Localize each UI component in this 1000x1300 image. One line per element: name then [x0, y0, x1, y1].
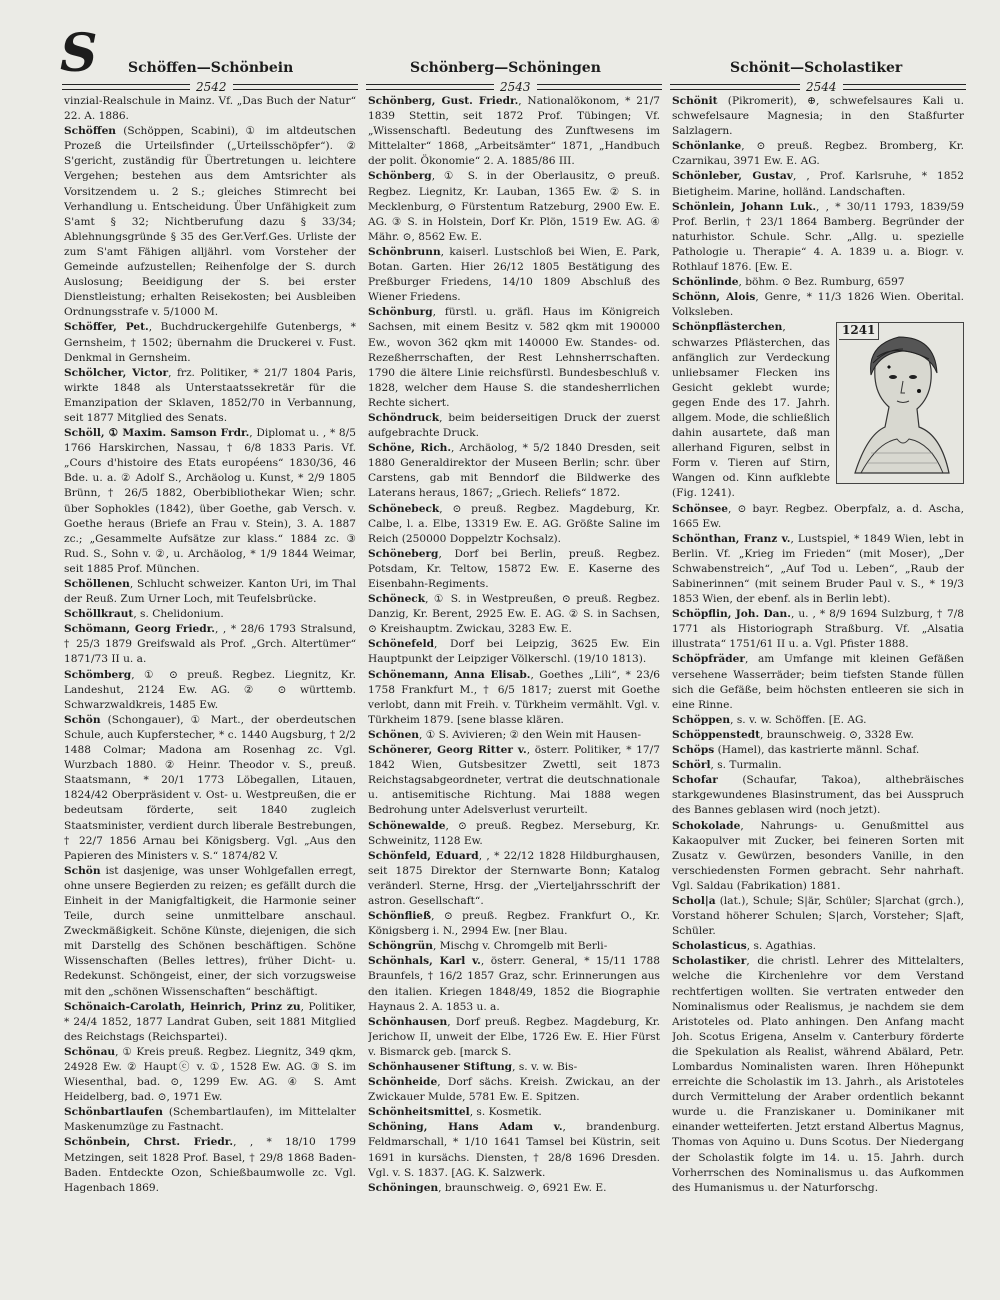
- entry-headword: Schöffen: [64, 125, 117, 138]
- entry-headword: Schöndruck: [368, 411, 440, 424]
- entry-text: , s. Turmalin.: [710, 759, 782, 772]
- entry-headword: Schöningen: [368, 1181, 439, 1194]
- page-number-left: 2542: [190, 80, 233, 94]
- entry-headword: Schönleber, Gustav: [672, 170, 793, 183]
- entry-headword: Schönbartlaufen: [64, 1106, 163, 1119]
- page-number-right: 2544: [800, 80, 843, 94]
- entry-text: , braunschweig. ⊙, 6921 Ew. E.: [438, 1181, 607, 1194]
- entry-text: , ⊙ preuß. Regbez. Magdeburg, Kr. Calbe, l. a. Elbe, 13319 Ew. E. AG. Größte Saline im Reich (250000 Doppelztr Kochsalz).: [368, 502, 660, 545]
- entry-text: , , Prof. Karlsruhe, * 1852 Bietigheim. Marine, holländ. Landschaften.: [672, 170, 964, 198]
- entry-headword: Schöppen: [672, 713, 731, 726]
- entry-headword: Schöppenstedt: [672, 728, 761, 741]
- entry-text: , die christl. Lehrer des Mittelalters, welche die Kirchenlehre vor dem Verstand rechtfertigen wollten. Sie vertraten entweder den Nominalismus oder Realismus, je nachdem sie dem Aristoteles od. Plato anhingen. Den Anfang macht Joh. Scotus Erigena, Anselm v. Canterbury förderte die Spekulation als Realist, während Abälard, Petr. Lombardus Nominalisten waren. Ihren Höhepunkt erreichte die Scholastik im 13. Jahrh., als Aristoteles durch Vermittelung der Araber ordentlich bekannt wurde u. die Franziskaner u. Dominikaner mit einander wetteiferten. Jetzt erstand Albertus Magnus, Thomas von Aquino u. Duns Scotus. Der Niedergang der Scholastik folgte im 14. u. 15. Jahrh. durch Vorherrschen des Nominalismus u. das Aufkommen des Humanismus u. der Naturforschg.: [672, 955, 964, 1194]
- dictionary-entry: [64, 577, 356, 607]
- dictionary-entry: [368, 1105, 660, 1120]
- entry-text: , braunschweig. ⊙, 3328 Ew.: [760, 728, 914, 741]
- entry-headword: Schönheitsmittel: [368, 1106, 470, 1119]
- dictionary-entry: [64, 1105, 356, 1135]
- entry-headword: Schömberg: [64, 668, 132, 681]
- entry-text: (Hamel), das kastrierte männl. Schaf.: [714, 744, 920, 757]
- entry-text: (Schöppen, Scabini), ① im altdeutschen Prozeß die Urteilsfinder („Urteilsschöpfer“). ② S'gericht, zuständig für Übertretungen u. leichtere Vergehen; bestehen aus dem Amtsrichter als Vorsitzendem u. 2 S.; gleiches Stimrecht bei Verhandlung u. Entscheidung. Über Unfähigkeit zum S'amt § 32; Nichtberufung dazu § 33/34; Ablehnungsgründe § 35 des Ger.Verf.Ges. Urliste der zum S'amt Fähigen alljährl. vom Vorsteher der Gemeinde aufzustellen; Reihenfolge der S. durch Auslosung; Beeidigung der S. bei erster Dienstleistung; erhalten Reisekosten; bei Ausbleiben Ordnungsstrafe v. 5/1000 M.: [64, 125, 356, 319]
- entry-text: , Mischg v. Chromgelb mit Berli-: [432, 940, 608, 953]
- dictionary-entry: [368, 1015, 660, 1060]
- dictionary-entry: [672, 819, 964, 894]
- entry-text: , Nahrungs- u. Genußmittel aus Kakaopulver mit Zucker, bei feineren Sorten mit Zusatz v. Gewürzen, besonders Vanille, in den verschiedensten Formen gebracht. Sehr nahrhaft. Vgl. Saldau (Fabrikation) 1881.: [672, 819, 964, 892]
- entry-headword: Schörl: [672, 759, 711, 772]
- entry-headword: Scholasticus: [672, 940, 747, 953]
- entry-text: vinzial-Realschule in Mainz. Vf. „Das Buch der Natur“ 22. A. 1886.: [64, 95, 356, 123]
- entry-headword: Schömann, Georg Friedr.: [64, 623, 215, 636]
- entry-headword: Schönhals, Karl v.: [368, 955, 481, 968]
- entry-text: , am Umfange mit kleinen Gefäßen versehene Wasserräder; beim tiefsten Stande füllen sich die Gefäße, beim höchsten entleeren sie sich in eine Rinne.: [672, 653, 964, 711]
- dictionary-entry: [368, 954, 660, 1014]
- entry-text: , s. v. w. Bis-: [512, 1061, 578, 1073]
- dictionary-entry: [368, 169, 660, 244]
- entry-text: (Schongauer), ① Mart., der oberdeutschen Schule, auch Kupferstecher, * c. 1440 Augsburg, † 2/2 1488 Colmar; Madona am Rosenhag zc. Vgl. Wurzbach 1880. ② Heinr. Theodor v. S., preuß. Staatsmann, * 20/1 1773 Löbegallen, Litauen, 1824/42 Oberpräsident v. Ost- u. Westpreußen, die er bedeutsam förderte, seit 1840 zugleich Staatsminister, verdient durch liberale Bestrebungen, † 22/7 1856 Arnau bei Königsberg. Vgl. „Aus den Papieren des Ministers v. S.“ 1874/82 V.: [64, 713, 356, 862]
- entry-headword: Schöllenen: [64, 578, 130, 590]
- entry-headword: Schönlein, Johann Luk.: [672, 200, 817, 213]
- entry-text: , ⊙ preuß. Regbez. Merseburg, Kr. Schweinitz, 1128 Ew.: [368, 819, 660, 847]
- entry-headword: Schol|a: [672, 894, 716, 907]
- entry-headword: Schöne, Rich.: [368, 442, 452, 455]
- dictionary-entry: [368, 728, 660, 743]
- dictionary-entry: [64, 622, 356, 667]
- entry-text: , Lustspiel, * 1849 Wien, lebt in Berlin. Vf. „Krieg im Frieden“ (mit Moser), „Der Schwabenstreich“, „Auf Tod u. Leben“, „Raub der Sabinerinnen“ (mit seinem Bruder Paul v. S., * 19/3 1853 Wien, der ebenf. als in Berlin lebt).: [672, 532, 964, 606]
- text-column-right: [672, 94, 964, 1274]
- dictionary-entry: [368, 1060, 660, 1075]
- dictionary-entry: [64, 1135, 356, 1195]
- entry-headword: Schönefeld: [368, 638, 435, 651]
- dictionary-entry: [672, 652, 964, 712]
- text-column-left: [64, 94, 356, 1274]
- entry-headword: Schöning, Hans Adam v.: [368, 1121, 563, 1134]
- entry-text: , Dorf bei Berlin, preuß. Regbez. Potsdam, Kr. Teltow, 15872 Ew. E. Kaserne des Eisenbahn-Regiments.: [368, 547, 660, 590]
- entry-text: , beim beiderseitigen Druck der zuerst aufgebrachte Druck.: [368, 411, 660, 440]
- entry-text: , Politiker, * 24/4 1852, 1877 Landrat Guben, seit 1881 Mitglied des Reichstags (Reichspartei).: [64, 1000, 356, 1043]
- entry-headword: Schönbrunn: [368, 245, 441, 258]
- entry-text: , , * 18/10 1799 Metzingen, seit 1828 Prof. Basel, † 29/8 1868 Baden-Baden. Entdeckte Ozon, Schießbaumwolle zc. Vgl. Hagenbach 1869.: [64, 1136, 356, 1194]
- entry-headword: Schönewalde: [368, 819, 446, 832]
- dictionary-entry: [64, 426, 356, 577]
- entry-text: , ① S. in der Oberlausitz, ⊙ preuß. Regbez. Liegnitz, Kr. Lauban, 1365 Ew. ② S. in Mecklenburg, ⊙ Fürstentum Ratzeburg, 2900 Ew. E. AG. ③ S. in Holstein, Dorf Kr. Plön, 1519 Ew. AG. ④ Mähr. ⊙, 8562 Ew. E.: [368, 170, 660, 243]
- entry-text: , brandenburg. Feldmarschall, * 1/10 1641 Tamsel bei Küstrin, seit 1691 in kursächs. Diensten, † 28/8 1696 Dresden. Vgl. v. S. 1837. [AG. K. Salzwerk.: [368, 1121, 660, 1179]
- entry-text: (lat.), Schule; S|är, Schüler; S|archat (grch.), Vorstand höherer Schulen; S|arch, Vorsteher; S|aft, Schüler.: [672, 894, 964, 938]
- dictionary-entry: [64, 1000, 356, 1045]
- entry-headword: Schöffer, Pet.: [64, 321, 149, 334]
- entry-headword: Scholastiker: [672, 955, 747, 968]
- entry-text: , s. Agathias.: [746, 940, 817, 953]
- entry-text: ist dasjenige, was unser Wohlgefallen erregt, ohne unsere Begierden zu reizen; es gefällt durch die Einheit in der Manigfaltigkeit, die Harmonie seiner Teile, durch seine unmittelbare anschaul. Zweckmäßigkeit. Schöne Künste, diejenigen, die sich mit Darstellg des Schönen beschäftigen. Schöne Wissenschaften (Belles lettres), früher Dicht- u. Redekunst. Schöngeist, einer, der sich vorzugsweise mit den „schönen Wissenschaften“ beschäftigt.: [64, 864, 356, 998]
- entry-headword: Schöneck: [368, 593, 426, 606]
- entry-headword: Schönbein, Chrst. Friedr.: [64, 1136, 234, 1149]
- entry-headword: Schönen: [368, 728, 420, 741]
- dictionary-entry: [672, 728, 964, 743]
- dictionary-entry: [368, 1075, 660, 1105]
- dictionary-entry: [672, 169, 964, 199]
- portrait-figure: [836, 322, 964, 484]
- entry-headword: Schönhausen: [368, 1015, 448, 1028]
- entry-headword: Schönn, Alois: [672, 291, 756, 304]
- entry-headword: Schönburg: [368, 306, 433, 319]
- entry-headword: Schönerer, Georg Ritter v.: [368, 744, 527, 757]
- dictionary-entry: [368, 743, 660, 818]
- dictionary-entry: [368, 939, 660, 954]
- dictionary-entry: [64, 607, 356, 622]
- dictionary-entry: [672, 773, 964, 818]
- dictionary-entry: [368, 668, 660, 728]
- entry-headword: Schönberg: [368, 170, 432, 183]
- entry-headword: Schönberg, Gust. Friedr.: [368, 95, 519, 107]
- entry-headword: Schön: [64, 864, 101, 877]
- dictionary-entry: [368, 94, 660, 169]
- dictionary-entry: [368, 245, 660, 305]
- dictionary-entry: [368, 547, 660, 592]
- entry-text: , ① S. Avivieren; ② den Wein mit Hausen-: [419, 728, 642, 741]
- entry-headword: Schöllkraut: [64, 608, 134, 621]
- entry-text: , kaiserl. Lustschloß bei Wien, E. Park, Botan. Garten. Hier 26/12 1805 Bestätigung des Preßburger Friedens, 14/10 1809 Abschluß des Wiener Friedens.: [368, 245, 660, 304]
- guide-word-right: Schönit—Scholastiker: [730, 60, 903, 76]
- guide-word-left: Schöffen—Schönbein: [128, 60, 294, 76]
- dictionary-entry: [672, 532, 964, 607]
- entry-text: , ⊙ bayr. Regbez. Oberpfalz, a. d. Ascha, 1665 Ew.: [672, 502, 964, 530]
- entry-text: , ⊙ preuß. Regbez. Frankfurt O., Kr. Königsberg i. N., 2994 Ew. [ner Blau.: [368, 910, 660, 938]
- guide-word-center: Schönberg—Schöningen: [410, 60, 601, 76]
- entry-headword: Schönfließ: [368, 910, 432, 923]
- dictionary-entry: [368, 502, 660, 547]
- entry-text: (Pikromerit), ⊕, schwefelsaures Kali u. schwefelsaure Magnesia; in den Staßfurter Salzlagern.: [672, 95, 964, 138]
- dictionary-entry: [368, 1120, 660, 1180]
- entry-text: , ① S. in Westpreußen, ⊙ preuß. Regbez. Danzig, Kr. Berent, 2925 Ew. E. AG. ② S. in Sachsen, ⊙ Kreishauptm. Zwickau, 3283 Ew. E.: [368, 593, 660, 636]
- entry-text: , , * 22/12 1828 Hildburghausen, seit 1875 Direktor der Sternwarte Bonn; Katalog veränderl. Sterne, Hrsg. der „Vierteljahrsschrift der astron. Gesellschaft“.: [368, 849, 660, 907]
- entry-headword: Schönlanke: [672, 140, 742, 153]
- entry-headword: Schönsee: [672, 502, 729, 515]
- dictionary-entry: [672, 320, 964, 501]
- entry-headword: Schöll, ① Maxim. Samson Frdr.: [64, 427, 250, 440]
- dictionary-entry: [672, 139, 964, 169]
- entry-headword: Schöpfräder: [672, 653, 746, 666]
- dictionary-entry: [64, 1045, 356, 1105]
- dictionary-entry: [672, 894, 964, 939]
- dictionary-entry: [368, 305, 660, 411]
- dictionary-entry: [672, 200, 964, 275]
- entry-text: , s. v. w. Schöffen. [E. AG.: [730, 713, 867, 726]
- entry-headword: Schofar: [672, 774, 718, 787]
- entry-text: (Schaufar, Takoa), althebräisches starkgewundenes Blasinstrument, das bei Ausspruch des Bannes geblasen wird (noch jetzt).: [672, 774, 964, 817]
- dictionary-entry: [368, 1181, 660, 1196]
- entry-headword: Schön: [64, 713, 101, 726]
- entry-text: , u. , * 8/9 1694 Sulzburg, † 7/8 1771 als Historiograph Straßburg. Vf. „Alsatia illustrata“ 1751/61 II u. a. Vgl. Pfister 1888.: [672, 608, 964, 651]
- dictionary-entry: [368, 849, 660, 909]
- dictionary-entry: [64, 668, 356, 713]
- entry-text: , s. Chelidonium.: [133, 608, 224, 621]
- dictionary-entry: [672, 713, 964, 728]
- dictionary-entry: [64, 864, 356, 1000]
- dictionary-entry: [64, 124, 356, 320]
- entry-text: , Goethes „Lili“, * 23/6 1758 Frankfurt M., † 6/5 1817; zuerst mit Goethe verlobt, dann mit Freih. v. Türkheim vermählt. Vgl. v. Türkheim 1879. [sene blasse klären.: [368, 668, 660, 726]
- entry-text: , Dorf sächs. Kreish. Zwickau, an der Zwickauer Mulde, 5781 Ew. E. Spitzen.: [368, 1076, 660, 1104]
- entry-text: , Dorf preuß. Regbez. Magdeburg, Kr. Jerichow II, unweit der Elbe, 1726 Ew. E. Hier Fürst v. Bismarck geb. [marck S.: [368, 1015, 660, 1058]
- entry-headword: Schönebeck: [368, 502, 440, 515]
- entry-text: , Genre, * 11/3 1826 Wien. Oberital. Volksleben.: [672, 291, 964, 319]
- entry-headword: Schönit: [672, 95, 718, 107]
- entry-text: , Dorf bei Leipzig, 3625 Ew. Ein Hauptpunkt der Leipziger Völkerschl. (19/10 1813).: [368, 638, 660, 666]
- entry-text: , ⊙ preuß. Regbez. Bromberg, Kr. Czarnikau, 3971 Ew. E. AG.: [672, 140, 964, 168]
- entry-text: , fürstl. u. gräfl. Haus im Königreich Sachsen, mit einem Besitz v. 582 qkm mit 190000 Ew., wovon 362 qkm mit 140000 Ew. Standes- od. Rezeßherrschaften, der Rest Lehnsherrschaften. 1790 die ältere Linie reichsfürstl. Bundesbeschluß v. 1828, welcher dem Hause S. die standesherrlichen Rechte sichert.: [368, 306, 660, 409]
- portrait-illustration: [837, 323, 963, 483]
- entry-text: , Schlucht schweizer. Kanton Uri, im Thal der Reuß. Zum Urner Loch, mit Teufelsbrücke.: [64, 578, 356, 606]
- page-number-center: 2543: [494, 80, 537, 94]
- entry-text: (Schembartlaufen), im Mittelalter Maskenumzüge zu Fastnacht.: [64, 1106, 356, 1134]
- entry-text: , österr. General, * 15/11 1788 Braunfels, † 16/2 1857 Graz, schr. Erinnerungen aus den italien. Kriegen 1848/49, 1852 die Biographie Haynaus 2. A. 1853 u. a.: [368, 955, 660, 1013]
- figure-number: 1241: [839, 323, 879, 339]
- dictionary-entry: [368, 909, 660, 939]
- entry-headword: Schönfeld, Eduard: [368, 849, 479, 862]
- dictionary-entry: [64, 94, 356, 124]
- entry-text: , , * 28/6 1793 Stralsund, † 25/3 1879 Greifswald als Prof. „Grch. Altertümer“ 1871/73 II u. a.: [64, 623, 356, 666]
- entry-headword: Schönemann, Anna Elisab.: [368, 668, 531, 681]
- dictionary-entry: [672, 290, 964, 320]
- dictionary-entry: [672, 939, 964, 954]
- entry-headword: Schönau: [64, 1045, 116, 1058]
- entry-headword: Schölcher, Victor: [64, 366, 169, 379]
- dictionary-entry: [368, 637, 660, 667]
- entry-headword: Schönhausener Stiftung: [368, 1061, 513, 1073]
- dictionary-entry: [64, 713, 356, 864]
- entry-headword: Schöneberg: [368, 547, 439, 560]
- dictionary-entry: [64, 320, 356, 365]
- dictionary-entry: [672, 954, 964, 1196]
- entry-headword: Schönthan, Franz v.: [672, 532, 791, 545]
- entry-headword: Schönaich-Carolath, Heinrich, Prinz zu: [64, 1000, 301, 1013]
- dictionary-entry: [672, 607, 964, 652]
- dictionary-entry: [672, 502, 964, 532]
- entry-text: , Diplomat u. , * 8/5 1766 Harskirchen, Nassau, † 6/8 1833 Paris. Vf. „Cours d'histoire des Etats européens“ 1830/36, 46 Bde. u. a. ② Adolf S., Archäolog u. Kunst, * 2/9 1805 Brünn, † 26/5 1882, Oberbibliothekar Wien; schr. über Sophokles (1842), über Goethe, gab Versch. v. Goethe heraus (Briefe an Frau v. Stein), 3. A. 1887 zc.; „Gesammelte Aufsätze zur klass.“ 1884 zc. ③ Rud. S., Sohn v. ②, u. Archäolog, * 1/9 1844 Weimar, seit 1885 Prof. München.: [64, 427, 356, 575]
- entry-headword: Schönpflästerchen: [672, 321, 783, 334]
- entry-text: , , * 30/11 1793, 1839/59 Prof. Berlin, † 23/1 1864 Bamberg. Begründer der naturhistor. Schule. Schr. „Allg. u. spezielle Pathologie u. Therapie“ 4. A. 1839 u. a. Biogr. v. Rothlauf 1876. [Ew. E.: [672, 200, 964, 274]
- dictionary-entry: [672, 743, 964, 758]
- text-column-center: [368, 94, 660, 1274]
- entry-text: , s. Kosmetik.: [469, 1106, 542, 1119]
- entry-headword: Schönlinde: [672, 276, 739, 289]
- dictionary-entry: [672, 94, 964, 139]
- dictionary-entry: [368, 592, 660, 637]
- entry-headword: Schokolade: [672, 819, 741, 832]
- entry-text: , österr. Politiker, * 17/7 1842 Wien, Gutsbesitzer Zwettl, seit 1873 Reichstagsabgeordneter, vertrat die deutschnationale u. antisemitische Richtung. Mai 1888 wegen Bedrohung unter Adelsverlust verurteilt.: [368, 744, 660, 817]
- entry-text: , frz. Politiker, * 21/7 1804 Paris, wirkte 1848 als Unterstaatssekretär für die Emanzipation der Sklaven, 1852/70 in Verbannung, seit 1877 Mitglied des Senats.: [64, 366, 356, 424]
- entry-headword: Schöpflin, Joh. Dan.: [672, 608, 791, 621]
- entry-text: , Nationalökonom, * 21/7 1839 Stettin, seit 1872 Prof. Tübingen; Vf. „Wissenschaftl. Bedeutung des Zunftwesens im Mittelalter“ 1868, „Arbeitsämter“ 1871, „Handbuch der polit. Ökonomie“ 2. A. 1885/86 III.: [368, 95, 660, 168]
- section-letter: S: [60, 23, 98, 84]
- dictionary-entry: [64, 366, 356, 426]
- entry-text: , Archäolog, * 5/2 1840 Dresden, seit 1880 Generaldirektor der Museen Berlin; schr. über Carstens, gab mit Benndorf die Bildwerke des Laterans heraus, 1867; „Griech. Reliefs“ 1872.: [368, 442, 660, 500]
- dictionary-entry: [368, 441, 660, 501]
- entry-headword: Schöngrün: [368, 940, 433, 953]
- dictionary-entry: [672, 758, 964, 773]
- dictionary-entry: [672, 275, 964, 290]
- dictionary-entry: [368, 819, 660, 849]
- dictionary-entry: [368, 411, 660, 441]
- entry-text: , Buchdruckergehilfe Gutenbergs, * Gernsheim, † 1502; übernahm die Druckerei v. Fust. Denkmal in Gernsheim.: [64, 321, 356, 364]
- entry-text: , schwarzes Pflästerchen, das anfänglich zur Verdeckung unliebsamer Flecken ins Gesicht geklebt wurde; gegen Ende des 17. Jahrh. allgem. Mode, die schließlich dahin ausartete, daß man allerhand Figuren, selbst in Form v. Tieren auf Stirn, Wangen od. Kinn aufklebte (Fig. 1241).: [672, 321, 830, 500]
- entry-headword: Schöps: [672, 744, 715, 757]
- entry-text: , ① ⊙ preuß. Regbez. Liegnitz, Kr. Landeshut, 2124 Ew. AG. ② ⊙ württemb. Schwarzwaldkreis, 1485 Ew.: [64, 668, 356, 711]
- entry-text: , ① Kreis preuß. Regbez. Liegnitz, 349 qkm, 24928 Ew. ② Hauptⓒ v. ①, 1528 Ew. AG. ③ S. im Wiesenthal, bad. ⊙, 1299 Ew. AG. ④ S. Amt Heidelberg, bad. ⊙, 1971 Ew.: [64, 1045, 356, 1104]
- entry-headword: Schönheide: [368, 1076, 438, 1089]
- entry-text: , böhm. ⊙ Bez. Rumburg, 6597: [738, 276, 905, 289]
